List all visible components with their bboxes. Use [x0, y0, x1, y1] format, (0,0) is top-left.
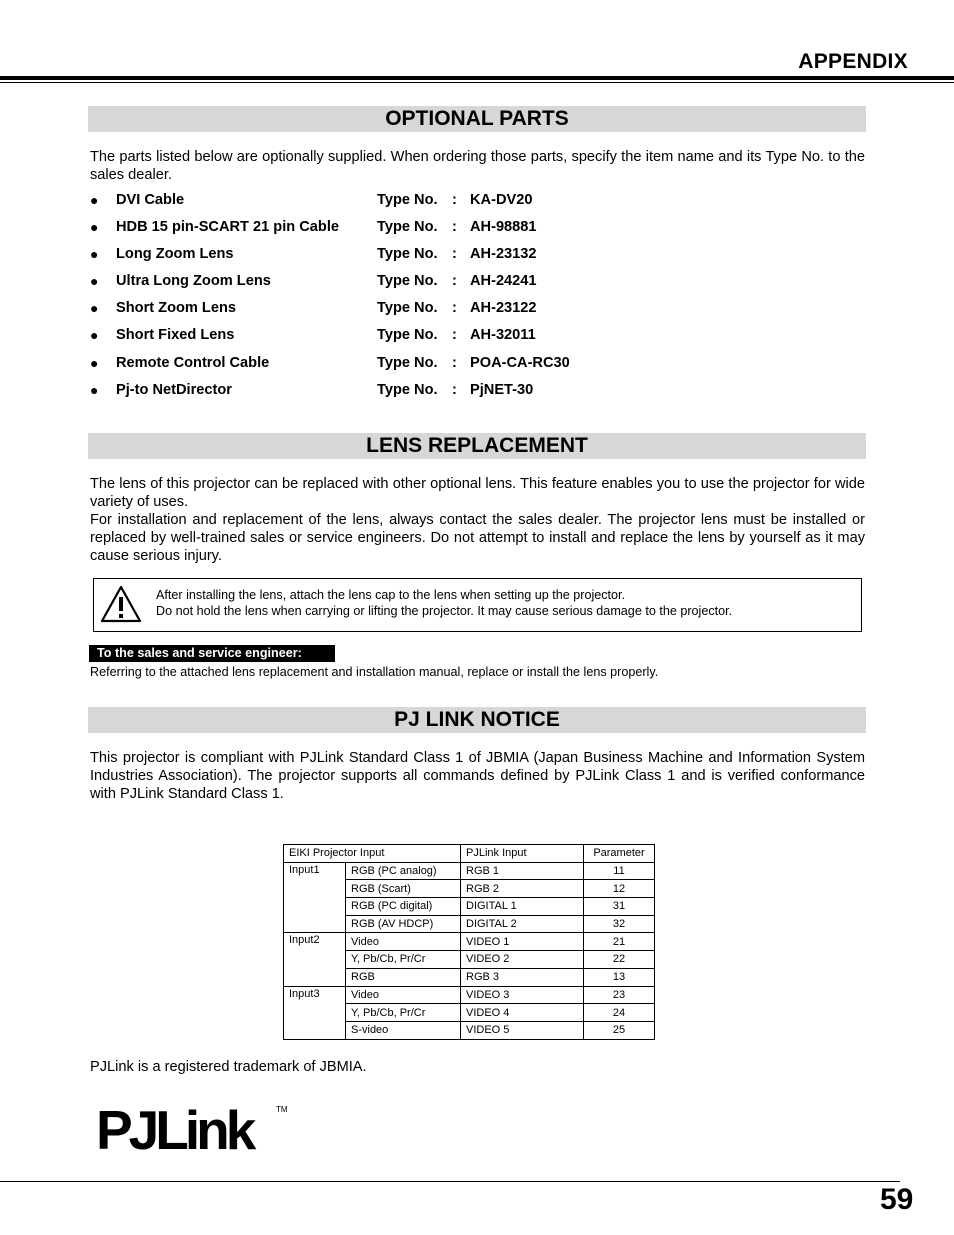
parameter-cell: 25 [584, 1021, 655, 1039]
pjlink-input-cell: VIDEO 2 [461, 951, 584, 969]
part-type-number: AH-32011 [470, 327, 536, 343]
bullet-icon: ● [90, 219, 99, 235]
part-name: Long Zoom Lens [116, 246, 234, 262]
type-label: Type No. [377, 273, 438, 289]
input-group-label: Input2 [284, 933, 346, 986]
source-cell: RGB (Scart) [346, 880, 461, 898]
part-name: DVI Cable [116, 192, 185, 208]
part-type-number: AH-98881 [470, 219, 537, 235]
type-label: Type No. [377, 219, 438, 235]
warning-triangle-icon [100, 585, 142, 623]
bullet-icon: ● [90, 246, 99, 262]
source-cell: RGB (PC digital) [346, 898, 461, 916]
type-label: Type No. [377, 382, 438, 398]
part-name: HDB 15 pin-SCART 21 pin Cable [116, 219, 339, 235]
type-colon: : [452, 273, 457, 289]
header-rule-thin [0, 82, 954, 83]
pjlink-input-cell: RGB 1 [461, 862, 584, 880]
parameter-cell: 24 [584, 1004, 655, 1022]
pjlink-logo-tm: TM [276, 1105, 288, 1114]
part-name: Pj-to NetDirector [116, 382, 232, 398]
type-colon: : [452, 382, 457, 398]
source-cell: Video [346, 933, 461, 951]
pjlink-input-cell: VIDEO 3 [461, 986, 584, 1004]
header-parameter: Parameter [584, 845, 655, 863]
part-name: Short Zoom Lens [116, 300, 236, 316]
pjlink-input-cell: VIDEO 4 [461, 1004, 584, 1022]
parameter-cell: 31 [584, 898, 655, 916]
bullet-icon: ● [90, 192, 99, 208]
pjlink-input-cell: VIDEO 1 [461, 933, 584, 951]
table-row [284, 862, 655, 880]
bullet-icon: ● [90, 273, 99, 289]
part-type-number: AH-23132 [470, 246, 537, 262]
optional-parts-intro: The parts listed below are optionally supplied. When ordering those parts, specify the item name and its Type No. to the sales dealer. [90, 149, 865, 183]
warning-text [156, 587, 732, 619]
parameter-cell: 21 [584, 933, 655, 951]
type-label: Type No. [377, 327, 438, 343]
part-name: Ultra Long Zoom Lens [116, 273, 271, 289]
type-colon: : [452, 355, 457, 371]
table-row [284, 933, 655, 951]
pjlink-input-cell: DIGITAL 2 [461, 915, 584, 933]
parameter-cell: 12 [584, 880, 655, 898]
source-cell: RGB (AV HDCP) [346, 915, 461, 933]
lens-paragraph-1: The lens of this projector can be replaced with other optional lens. This feature enables you to use the projector for wide variety of uses. [90, 476, 865, 510]
warning-line-1: After installing the lens, attach the lens cap to the lens when setting up the projector. [156, 588, 626, 602]
pjlink-title: PJ LINK NOTICE [88, 707, 866, 733]
table-row [284, 986, 655, 1004]
footer-rule [0, 1181, 900, 1182]
lens-replacement-title: LENS REPLACEMENT [88, 433, 866, 459]
optional-parts-title: OPTIONAL PARTS [88, 106, 866, 132]
part-type-number: AH-23122 [470, 300, 537, 316]
source-cell: Video [346, 986, 461, 1004]
header-pjlink-input: PJLink Input [461, 845, 584, 863]
section-header: APPENDIX [798, 50, 908, 73]
pjlink-paragraph: This projector is compliant with PJLink Standard Class 1 of JBMIA (Japan Business Machine and Information System Industries Association). The projector supports all commands defined by PJLink Class 1 and is verified conformance with PJLink Standard Class 1. [90, 750, 865, 802]
input-group-label: Input3 [284, 986, 346, 1039]
part-type-number: AH-24241 [470, 273, 537, 289]
part-type-number: KA-DV20 [470, 192, 533, 208]
pjlink-logo [96, 1102, 291, 1154]
type-colon: : [452, 300, 457, 316]
table-header-row [284, 845, 655, 863]
engineer-label: To the sales and service engineer: [89, 645, 335, 662]
source-cell: Y, Pb/Cb, Pr/Cr [346, 1004, 461, 1022]
input-group-label: Input1 [284, 862, 346, 933]
type-label: Type No. [377, 192, 438, 208]
pjlink-input-cell: VIDEO 5 [461, 1021, 584, 1039]
part-type-number: POA-CA-RC30 [470, 355, 570, 371]
type-colon: : [452, 192, 457, 208]
parameter-cell: 32 [584, 915, 655, 933]
parameter-cell: 23 [584, 986, 655, 1004]
pjlink-input-table [283, 844, 655, 1040]
type-colon: : [452, 246, 457, 262]
source-cell: S-video [346, 1021, 461, 1039]
header-eiki-input: EIKI Projector Input [284, 845, 461, 863]
page-number: 59 [880, 1183, 914, 1216]
type-colon: : [452, 327, 457, 343]
type-label: Type No. [377, 355, 438, 371]
warning-box [93, 578, 862, 632]
lens-paragraph-2: For installation and replacement of the lens, always contact the sales dealer. The projector lens must be installed or replaced by well-trained sales or service engineers. Do not attempt to install and replace the lens by yourself as it may cause serious injury. [90, 512, 865, 564]
bullet-icon: ● [90, 327, 99, 343]
pjlink-input-cell: RGB 3 [461, 968, 584, 986]
warning-line-2: Do not hold the lens when carrying or lifting the projector. It may cause serious damage to the projector. [156, 604, 733, 618]
bullet-icon: ● [90, 300, 99, 316]
type-label: Type No. [377, 246, 438, 262]
source-cell: RGB [346, 968, 461, 986]
bullet-icon: ● [90, 355, 99, 371]
type-label: Type No. [377, 300, 438, 316]
pjlink-logo-text: PJLink [96, 1102, 253, 1154]
parameter-cell: 13 [584, 968, 655, 986]
bullet-icon: ● [90, 382, 99, 398]
header-rule [0, 76, 954, 80]
pjlink-input-cell: DIGITAL 1 [461, 898, 584, 916]
source-cell: Y, Pb/Cb, Pr/Cr [346, 951, 461, 969]
type-colon: : [452, 219, 457, 235]
part-name: Remote Control Cable [116, 355, 270, 371]
parameter-cell: 11 [584, 862, 655, 880]
source-cell: RGB (PC analog) [346, 862, 461, 880]
trademark-note: PJLink is a registered trademark of JBMIA. [90, 1059, 367, 1075]
engineer-text: Referring to the attached lens replacement and installation manual, replace or install the lens properly. [90, 665, 659, 679]
parameter-cell: 22 [584, 951, 655, 969]
part-type-number: PjNET-30 [470, 382, 534, 398]
pjlink-input-cell: RGB 2 [461, 880, 584, 898]
part-name: Short Fixed Lens [116, 327, 235, 343]
